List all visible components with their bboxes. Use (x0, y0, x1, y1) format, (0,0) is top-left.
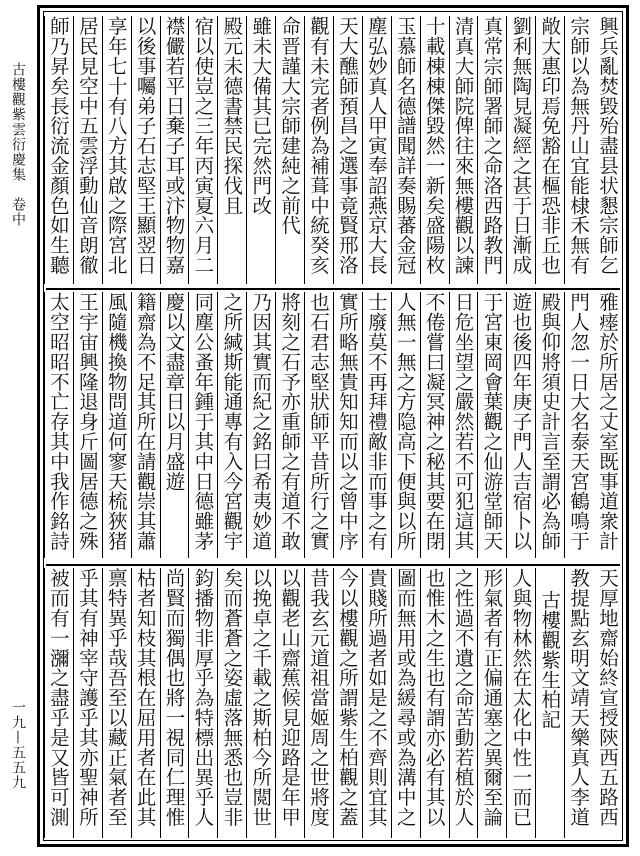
text-column: 矣而蒼蒼之姿虛落無悉也豈非 (217, 568, 244, 838)
text-column: 禀特異乎哉吾至以藏正氣者至 (102, 568, 129, 838)
text-column: 觀有未完者例為補葺中統癸亥 (304, 16, 331, 284)
text-column: 宗師以為無丹山宜能棣禾無有 (564, 16, 591, 284)
text-column: 殿與仰將須史計言至謂必為師 (535, 292, 562, 558)
text-column: 殿元未德書禁民探伐且 (217, 16, 244, 284)
text-column: 古樓觀紫生柏記 (535, 568, 562, 838)
text-column: 宿以使豈之三年丙寅夏六月二 (188, 16, 215, 284)
page-frame (37, 5, 629, 847)
text-column: 不倦嘗曰凝冥神之秘其要在閉 (420, 292, 447, 558)
text-column: 被而有一瀰之盡乎是又皆可測 (44, 568, 71, 838)
book-title: 古樓觀紫雲衍慶集 卷中 (10, 62, 26, 227)
text-column: 同塵公蚤年鍾于其中日德雖茅 (188, 292, 215, 558)
text-column: 也惟木之生也有謂亦必有其以 (420, 568, 447, 838)
text-column: 玉慕師名德譜聞詳奏賜蕃金冠 (391, 16, 418, 284)
text-column: 日危坐望之嚴然若不可犯這其 (449, 292, 476, 558)
text-column: 之性過不遺之命苦動若植於人 (449, 568, 476, 838)
text-band-top (46, 14, 620, 286)
text-column: 鈞播物非厚乎為特標出異乎人 (188, 568, 215, 838)
text-column: 襟儼若平日棄子耳或汴物物嘉 (160, 16, 187, 284)
text-column: 以後事囑弟子石志堅王顯翌日 (131, 16, 158, 284)
text-column: 師乃昇矣長衍流金顏色如生聽 (44, 16, 71, 284)
text-column: 乎其有神宰守護乎其亦聖神所 (73, 568, 100, 838)
text-column: 遊也後四年庚子門人吉宿卜以 (506, 292, 533, 558)
text-column: 士廢莫不再拜禮敵非而事之有 (362, 292, 389, 558)
text-column: 昔我玄元道祖當姬周之世將度 (304, 568, 331, 838)
text-column: 太空昭昭不亡存其中我作銘詩 (44, 292, 71, 558)
text-column: 慶以文盡章日以月盛遊 (160, 292, 187, 558)
text-column: 門人忽一日大名泰天宮鶴鳴于 (564, 292, 591, 558)
text-column: 清真大師院俾往來無樓觀以諫 (449, 16, 476, 284)
text-column: 圖而無用或為緩尋或為溝中之 (391, 568, 418, 838)
text-column: 居民見空中五雲浮動仙音朗徹 (73, 16, 100, 284)
text-column: 興兵亂焚毀殆盡县状懇宗師乞 (596, 16, 619, 275)
text-column: 于宮東岡會葉觀之仙游堂師天 (477, 292, 504, 558)
text-column: 乃因其實而紀之銘曰希夷妙道 (246, 292, 273, 558)
text-column: 人無一無之方隐高下便與以所 (391, 292, 418, 558)
text-column: 真常宗師署師之命洛西路教門 (477, 16, 504, 284)
text-column: 將刻之石予亦重師之有道不敢 (275, 292, 302, 558)
text-column: 以挽卓之千載之斯柏今所閲世 (246, 568, 273, 838)
text-column: 命晋謹大宗師建純之前代 (275, 16, 302, 284)
text-column: 雅瘗於所居之丈室既事道衆計 (596, 292, 619, 551)
text-band-bottom (46, 564, 620, 840)
text-column: 籍齋為不足其所在請觀崇其蕭 (131, 292, 158, 558)
text-column: 天厚地齋始終宣授陝西五路西 (596, 568, 619, 827)
text-column: 雖未大備其已完然門改 (246, 16, 273, 284)
text-column: 貴賤所過者如是之不齊則宜其 (362, 568, 389, 838)
text-column: 王宇宙興隆退身斤圖居德之殊 (73, 292, 100, 558)
text-column: 十載棟棟傑毀然一新矣盛陽枚 (420, 16, 447, 284)
text-column: 枯者知枝其根在屈用者在此其 (131, 568, 158, 838)
text-column: 享年七十有八方其啟之際宮北 (102, 16, 129, 284)
text-column: 劉利無陶見凝經之甚于日漸成 (506, 16, 533, 284)
text-column: 塵弘妙真人甲寅奉詔燕京大長 (362, 16, 389, 284)
text-column: 教提點玄明文靖天樂真人李道 (564, 568, 591, 838)
text-column: 風隨機換物問道何寥天梳狹猪 (102, 292, 129, 558)
text-column: 以觀老山齋蕉候見迎路是年甲 (275, 568, 302, 838)
text-column: 之所緘斯能通專有入今宮觀宇 (217, 292, 244, 558)
text-column: 人與物林然在太化中性一而已 (506, 568, 533, 838)
text-column: 也石君志堅狀師平昔所行之實 (304, 292, 331, 558)
page-number: 一九—五五九 (10, 700, 26, 790)
text-column: 敞大惠印焉免豁在樞恐非丘也 (535, 16, 562, 284)
text-column: 天大醮師預昌之選事竟賢邢洛 (333, 16, 360, 284)
text-column: 形氣者有正偏通塞之異爾至論 (477, 568, 504, 838)
text-band-middle (46, 288, 620, 560)
text-column: 今以樓觀之所謂紫生柏觀之蓋 (333, 568, 360, 838)
text-column: 實所略無貴知知而以之曾中序 (333, 292, 360, 558)
text-column: 尚賢而獨偶也將一視同仁理惟 (160, 568, 187, 838)
